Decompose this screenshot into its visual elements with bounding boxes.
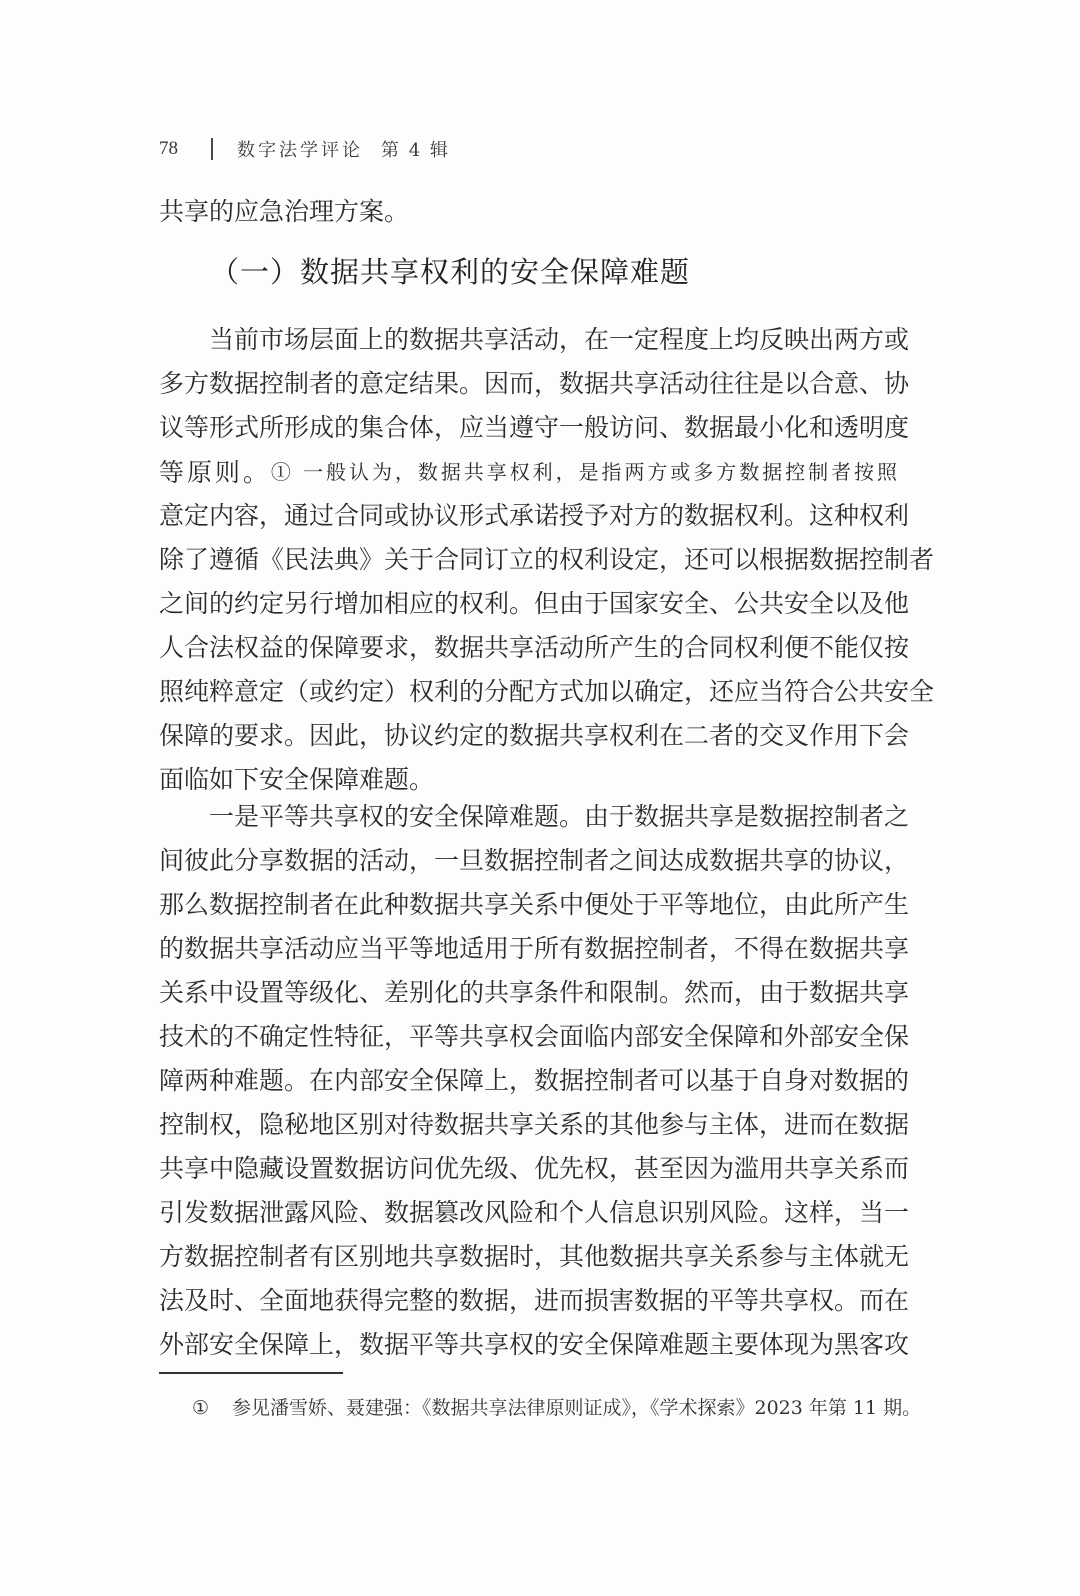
text-line: 那么数据控制者在此种数据共享关系中便处于平等地位，由此所产生 [159, 890, 910, 919]
text-line: 控制权，隐秘地区别对待数据共享关系的其他参与主体，进而在数据 [159, 1110, 910, 1139]
text-line: 技术的不确定性特征，平等共享权会面临内部安全保障和外部安全保 [159, 1022, 910, 1051]
text-line: 多方数据控制者的意定结果。因而，数据共享活动往往是以合意、协 [159, 369, 910, 398]
footnote-marker: ① [192, 1397, 210, 1419]
text-line: 引发数据泄露风险、数据篡改风险和个人信息识别风险。这样，当一 [159, 1198, 910, 1227]
text-line: 方数据控制者有区别地共享数据时，其他数据共享关系参与主体就无 [159, 1242, 910, 1271]
text-line: 法及时、全面地获得完整的数据，进而损害数据的平等共享权。而在 [159, 1286, 910, 1315]
page-number: 78 [159, 138, 178, 159]
text-line: 面临如下安全保障难题。 [159, 765, 435, 794]
text-line: 议等形式所形成的集合体，应当遵守一般访问、数据最小化和透明度 [159, 413, 910, 442]
header-separator [211, 138, 213, 160]
running-head [159, 134, 450, 164]
text-line: 之间的约定另行增加相应的权利。但由于国家安全、公共安全以及他 [159, 589, 910, 618]
footnote-reference[interactable]: ① 一般认为，数据共享权利，是指两方或多方数据控制者按照 [270, 460, 897, 484]
text-fragment: 等原则。 [159, 458, 271, 487]
text-line: 当前市场层面上的数据共享活动，在一定程度上均反映出两方或 [209, 325, 910, 354]
footnote-divider [159, 1372, 343, 1374]
journal-title: 数字法学评论 [237, 140, 363, 161]
text-line: 关系中设置等级化、差别化的共享条件和限制。然而，由于数据共享 [159, 978, 910, 1007]
text-line: 共享的应急治理方案。 [159, 197, 410, 226]
text-line: 间彼此分享数据的活动，一旦数据控制者之间达成数据共享的协议， [159, 846, 910, 875]
text-line: 除了遵循《民法典》关于合同订立的权利设定，还可以根据数据控制者 [159, 545, 935, 574]
text-line: 意定内容，通过合同或协议形式承诺授予对方的数据权利。这种权利 [159, 501, 910, 530]
paragraph-2 [159, 795, 910, 1367]
text-line: 的数据共享活动应当平等地适用于所有数据控制者，不得在数据共享 [159, 934, 910, 963]
footnote-text: 参见潘雪娇、聂建强：《数据共享法律原则证成》，《学术探索》2023 年第 11 期。 [232, 1397, 922, 1419]
text-line: 一是平等共享权的安全保障难题。由于数据共享是数据控制者之 [209, 802, 910, 831]
text-line: 人合法权益的保障要求，数据共享活动所产生的合同权利便不能仅按 [159, 633, 910, 662]
footnote [192, 1395, 921, 1421]
issue-number: 第 4 辑 [381, 140, 450, 161]
text-line-with-footnote [159, 450, 897, 494]
continued-text [159, 190, 897, 234]
text-line: 照纯粹意定（或约定）权利的分配方式加以确定，还应当符合公共安全 [159, 677, 935, 706]
paragraph-1 [159, 318, 935, 802]
text-line: 保障的要求。因此，协议约定的数据共享权利在二者的交叉作用下会 [159, 721, 910, 750]
text-line: 障两种难题。在内部安全保障上，数据控制者可以基于自身对数据的 [159, 1066, 910, 1095]
text-line: 共享中隐藏设置数据访问优先级、优先权，甚至因为滥用共享关系而 [159, 1154, 910, 1183]
section-heading: （一）数据共享权利的安全保障难题 [210, 255, 691, 289]
text-line: 外部安全保障上，数据平等共享权的安全保障难题主要体现为黑客攻 [159, 1330, 910, 1359]
